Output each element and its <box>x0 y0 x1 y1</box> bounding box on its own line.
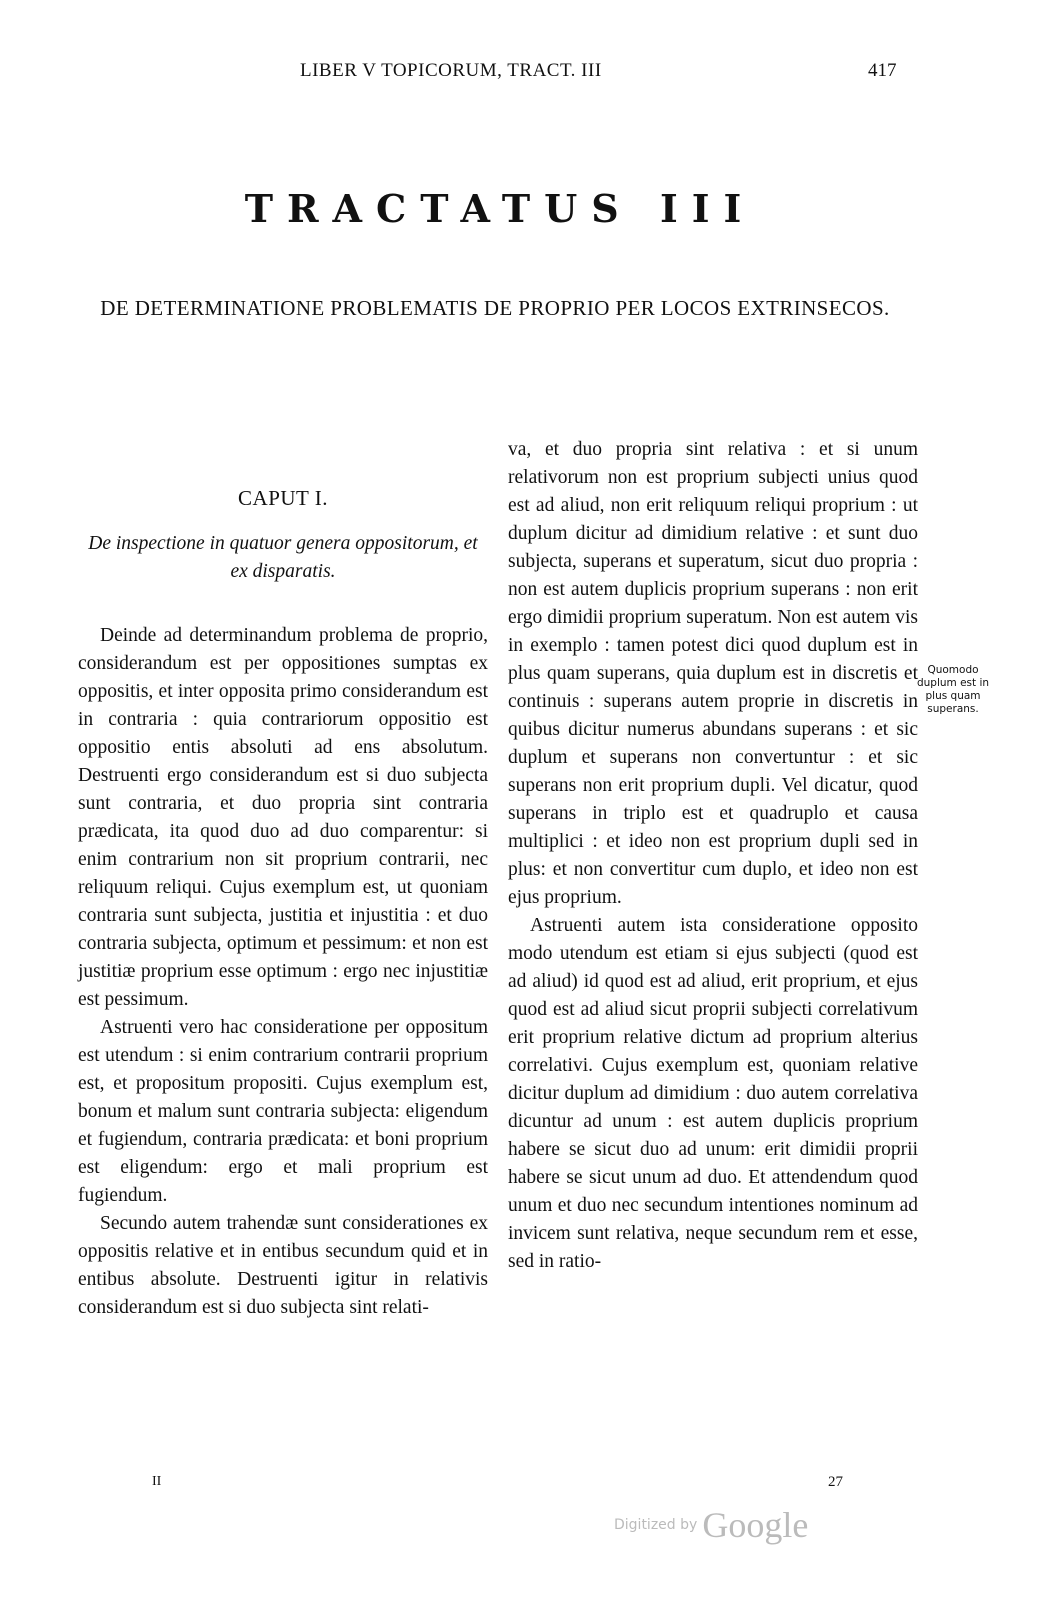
margin-note: Quomodo duplum est in plus quam superans. <box>916 664 990 715</box>
signature-mark: II <box>152 1474 162 1489</box>
digitized-prefix: Digitized by <box>614 1517 698 1533</box>
chapter-title: CAPUT I. <box>238 486 328 510</box>
paragraph: Astruenti vero hac consideratione per oppositum est utendum : si enim contrarium contrarii proprium est, et propositum propositi. Cujus exemplum est, bonum et malum sunt contraria subjecta: eligendum et fugiendum, contraria prædicata: et boni proprium est eligendum: ergo et mali proprium est fugiendum. <box>78 1017 488 1206</box>
chapter-summary: De inspectione in quatuor genera oppositorum, et ex disparatis. <box>88 533 478 582</box>
running-head: LIBER V TOPICORUM, TRACT. III <box>300 60 602 81</box>
paragraph: Deinde ad determinandum problema de proprio, considerandum est per oppositiones sumptas ex oppositis, et inter opposita primo considerandum est in contraria : quia contrariorum oppositio est oppositio entis absoluti ad ens absolutum. Destruenti ergo considerandum est si duo subjecta sunt contraria, et duo propria sint contraria prædicata, ita quod duo ad duo comparentur: si enim contrarium non sit proprium contrarii, nec reliquum reliqui. Cujus exemplum est, ut quoniam contraria sunt subjecta, justitia et injustitia : et duo contraria subjecta, optimum et pessimum: et non est justitiæ proprium esse optimum : ergo nec injustitiæ est pessimum. <box>78 625 488 1010</box>
paragraph: va, et duo propria sint relativa : et si unum relativorum non est proprium subjecti unius quod est ad aliud, non erit reliquum reliqui proprium : ut duplum dicitur ad dimidium relative : et sunt duo subjecta, superans et superatum, sicut duo propria : non est autem duplicis proprium superans : non erit ergo dimidii proprium superatum. Non est autem vis in exemplo : tamen potest dici quod duplum est in plus quam superans, quia duplum est in discretis et continuis : superans autem proprie in discretis in quibus dicitur numerus abundans superans : et sic duplum et superans non convertuntur : et sic superans non erit proprium dupli. Vel dicatur, quod superans in triplo est et quadruplo et causa multiplici : et ideo non est proprium dupli sed in plus: et non convertitur cum duplo, et ideo non est ejus proprium. <box>508 439 918 908</box>
gathering-number: 27 <box>828 1474 843 1490</box>
paragraph: Secundo autem trahendæ sunt considerationes ex oppositis relative et in entibus secundum quid et in entibus absolute. Destruenti igitur in relativis considerandum est si duo subjecta sint relati- <box>78 1213 488 1318</box>
digitized-watermark <box>614 1504 808 1546</box>
page-number: 417 <box>868 60 897 81</box>
paragraph: Astruenti autem ista consideratione opposito modo utendum est etiam si ejus subjecti (quod est ad aliud) id quod est ad aliud, erit proprium, et ejus quod est ad aliud sicut proprii subjecti correlativum erit proprium relative dictum ad proprium alterius correlativi. Cujus exemplum est, quoniam relative dicitur duplum ad dimidium : duo autem correlativa dicuntur ad unum : est autem duplicis proprium habere se sicut duo ad unum: erit dimidii proprii habere se sicut unum ad duo. Et attendendum quod unum et duo nec secundum intentiones nominum ad invicem sunt relativa, neque secundum rem et esse, sed in ratio- <box>508 915 918 1272</box>
right-column <box>508 436 918 1276</box>
tractatus-subtitle: DE DETERMINATIONE PROBLEMATIS DE PROPRIO PER LOCOS EXTRINSECOS. <box>100 296 890 320</box>
tractatus-title: TRACTATUS III <box>244 186 756 231</box>
left-column <box>78 436 488 1322</box>
google-logo: Google <box>702 1505 809 1545</box>
